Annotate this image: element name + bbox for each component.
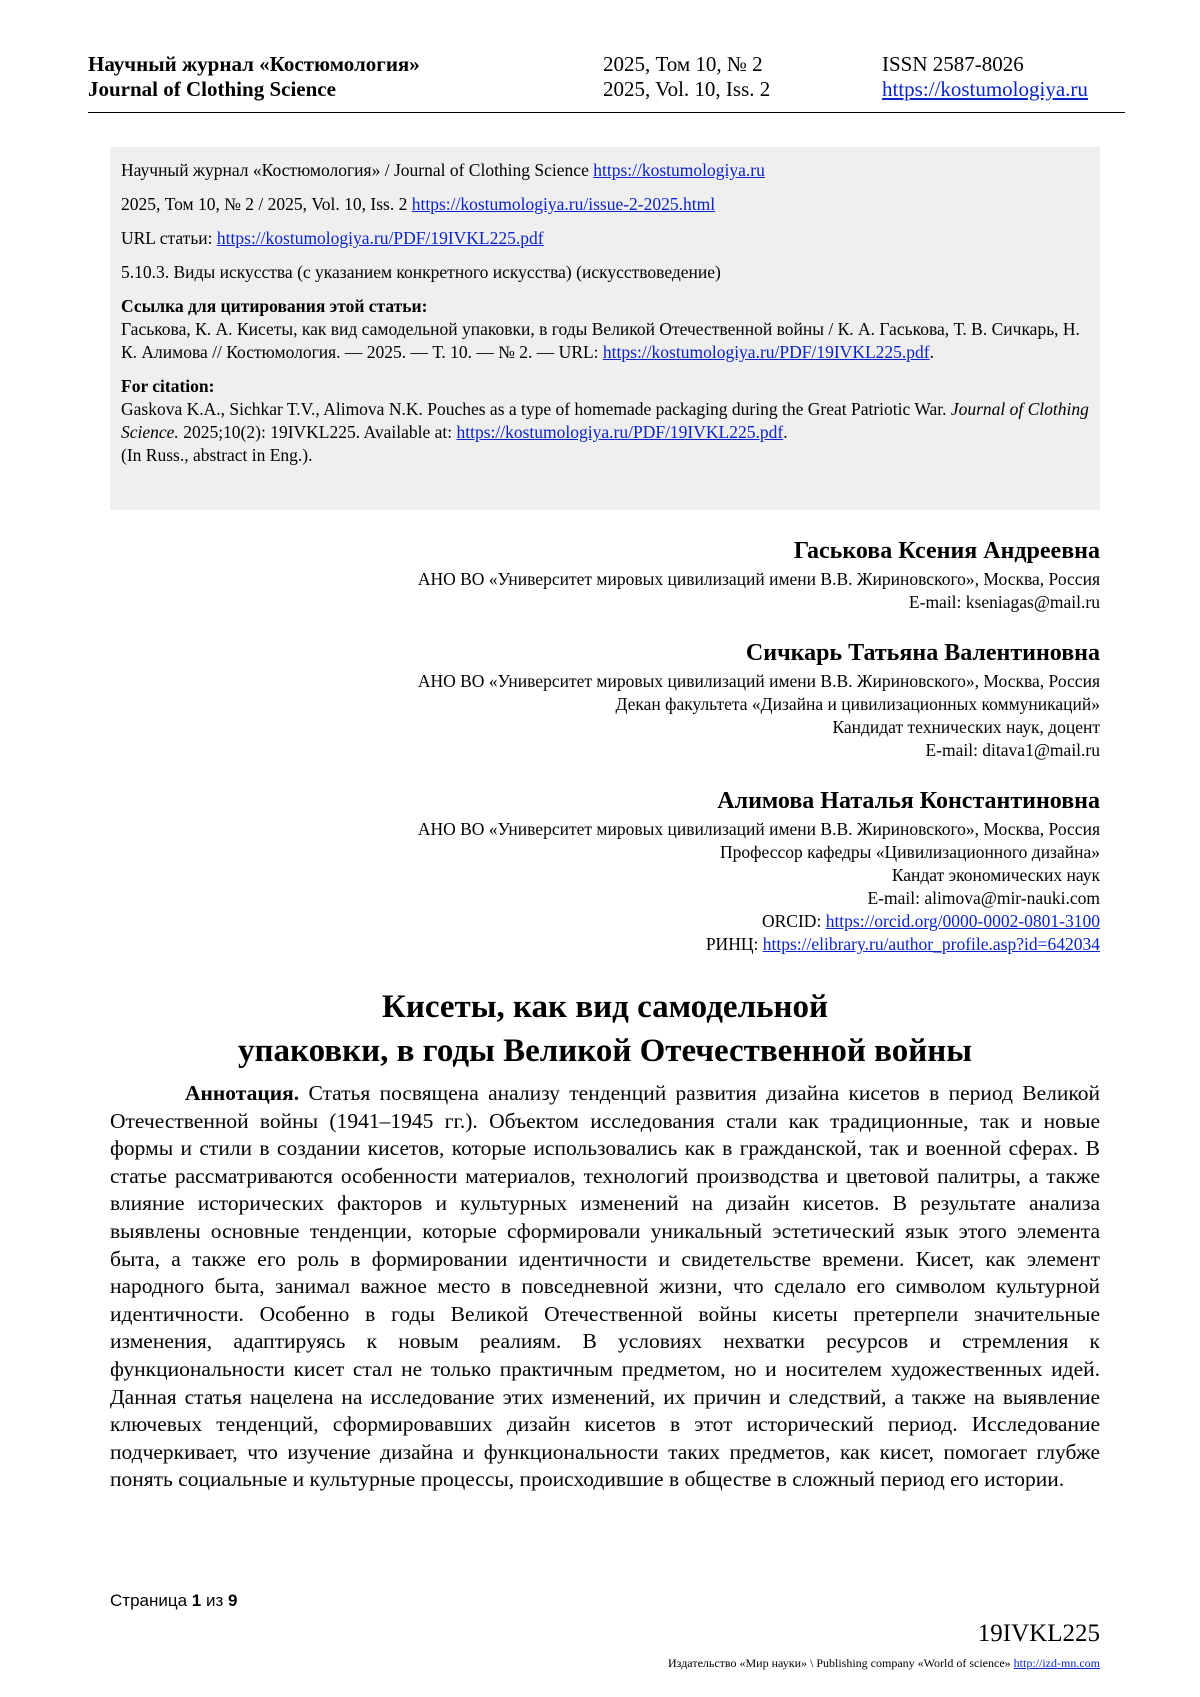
header-divider <box>88 112 1125 113</box>
citation-en-heading: For citation: <box>121 376 215 396</box>
article-title-line-1: Кисеты, как вид самодельной <box>381 989 829 1025</box>
author-block <box>200 536 1100 614</box>
citation-en-text: Gaskova K.A., Sichkar T.V., Alimova N.K. Pouches as a type of homemade packaging during the Great Patriotic War. <box>121 399 951 419</box>
author-block <box>200 638 1100 762</box>
author-email: E-mail: ditava1@mail.ru <box>925 740 1100 760</box>
author-position: Профессор кафедры «Цивилизационного дизайна» <box>720 842 1100 862</box>
info-journal-link[interactable]: https://kostumologiya.ru <box>593 160 765 180</box>
issue-en: 2025, Vol. 10, Iss. 2 <box>603 77 771 101</box>
author-email: E-mail: alimova@mir-nauki.com <box>867 888 1100 908</box>
author-affiliation: АНО ВО «Университет мировых цивилизаций имени В.В. Жириновского», Москва, Россия <box>417 569 1100 589</box>
citation-ru-text: Гаськова, К. А. Кисеты, как вид самодельной упаковки, в годы Великой Отечественной войны / К. А. Гаськова, Т. В. Сичкарь, Н. К. Алимова // Костюмология. — 2025. — Т. 10. — № 2. — URL: <box>121 319 1080 362</box>
authors-section <box>200 536 1100 980</box>
author-rinc: РИНЦ: https://elibrary.ru/author_profile.asp?id=642034 <box>705 934 1100 954</box>
abstract-text: Статья посвящена анализу тенденций развития дизайна кисетов в период Великой Отечественной войны (1941–1945 гг.). Объектом исследования стали как традиционные, так и новые формы и стили в создании кисетов, которые использовались как в гражданской, так и военной сферах. В статье рассматриваются особенности материалов, технологий производства и цветовой палитры, а также влияние исторических факторов и культурных изменений на дизайн кисетов. В результате анализа выявлены основные тенденции, которые сформировали уникальный эстетический язык этого элемента быта, а также его роль в формировании идентичности и свидетельстве времени. Кисет, как элемент народного быта, занимал важное место в повседневной жизни, что сделало его символом культурной идентичности. Особенно в годы Великой Отечественной войны кисеты претерпели значительные изменения, адаптируясь к новым реалиям. В условиях нехватки ресурсов и стремления к функциональности кисет стал не только практичным предметом, но и носителем художественных идей. Данная статья нацелена на исследование этих изменений, их причин и следствий, а также на выявление ключевых тенденций, сформировавших дизайн кисетов в этот исторический период. Исследование подчеркивает, что изучение дизайна и функциональности таких предметов, как кисет, помогает глубже понять социальные и культурные процессы, происходившие в обществе в сложный период его истории. <box>110 1081 1100 1492</box>
publisher-line: Издательство «Мир науки» \ Publishing company «World of science» http://izd-mn.com <box>668 1656 1100 1670</box>
citation-ru-heading: Ссылка для цитирования этой статьи: <box>121 296 428 316</box>
author-block <box>200 786 1100 956</box>
author-name: Сичкарь Татьяна Валентиновна <box>745 640 1100 666</box>
info-issue-link[interactable]: https://kostumologiya.ru/issue-2-2025.html <box>411 194 716 214</box>
author-orcid: ORCID: https://orcid.org/0000-0002-0801-3100 <box>762 911 1100 931</box>
rinc-link[interactable]: https://elibrary.ru/author_profile.asp?id=642034 <box>762 934 1100 954</box>
author-name: Гаськова Ксения Андреевна <box>793 538 1100 564</box>
info-specialty-line: 5.10.3. Виды искусства (с указанием конкретного искусства) (искусствоведение) <box>121 262 721 282</box>
info-url-line: URL статьи: https://kostumologiya.ru/PDF/19IVKL225.pdf <box>121 228 544 248</box>
citation-info-box <box>110 147 1100 510</box>
orcid-link[interactable]: https://orcid.org/0000-0002-0801-3100 <box>825 911 1100 931</box>
abstract-label: Аннотация. <box>185 1081 300 1105</box>
info-article-link[interactable]: https://kostumologiya.ru/PDF/19IVKL225.pdf <box>216 228 544 248</box>
citation-en-language: (In Russ., abstract in Eng.). <box>121 445 313 465</box>
author-email: E-mail: kseniagas@mail.ru <box>908 592 1100 612</box>
info-journal-line: Научный журнал «Костюмология» / Journal of Clothing Science https://kostumologiya.ru <box>121 160 765 180</box>
author-name: Алимова Наталья Константиновна <box>717 788 1100 814</box>
author-degree: Кандат экономических наук <box>891 865 1100 885</box>
page-total: 9 <box>228 1591 238 1610</box>
author-affiliation: АНО ВО «Университет мировых цивилизаций имени В.В. Жириновского», Москва, Россия <box>417 671 1100 691</box>
page-indicator: Страница 1 из 9 <box>110 1591 238 1610</box>
citation-en-link[interactable]: https://kostumologiya.ru/PDF/19IVKL225.pdf <box>456 422 784 442</box>
issue-info <box>603 52 770 102</box>
author-position: Декан факультета «Дизайна и цивилизационных коммуникаций» <box>615 694 1100 714</box>
citation-ru: Ссылка для цитирования этой статьи: Гаськова, К. А. Кисеты, как вид самодельной упаковки, в годы Великой Отечественной войны / К. А. Гаськова, Т. В. Сичкарь, Н. К. Алимова // Костюмология. — 2025. — Т. 10. — № 2. — URL: https://kostumologiya.ru/PDF/19IVKL225.pdf. <box>121 296 1080 362</box>
issn-info <box>882 52 1088 102</box>
citation-ru-link[interactable]: https://kostumologiya.ru/PDF/19IVKL225.pdf <box>602 342 930 362</box>
author-affiliation: АНО ВО «Университет мировых цивилизаций имени В.В. Жириновского», Москва, Россия <box>417 819 1100 839</box>
abstract <box>110 1080 1100 1494</box>
info-issue-line: 2025, Том 10, № 2 / 2025, Vol. 10, Iss. 2 https://kostumologiya.ru/issue-2-2025.html <box>121 194 716 214</box>
author-degree: Кандидат технических наук, доцент <box>832 717 1100 737</box>
page-current: 1 <box>191 1591 202 1610</box>
journal-site-link[interactable]: https://kostumologiya.ru <box>882 77 1088 101</box>
publisher-link[interactable]: http://izd-mn.com <box>1013 1656 1100 1670</box>
article-code: 19IVKL225 <box>977 1620 1100 1647</box>
issn: ISSN 2587-8026 <box>882 52 1024 76</box>
article-title-line-2: упаковки, в годы Великой Отечественной войны <box>237 1033 972 1069</box>
issue-ru: 2025, Том 10, № 2 <box>603 52 763 76</box>
journal-name-en: Journal of Clothing Science <box>88 77 336 101</box>
citation-en-journal: Journal of Clothing Science. <box>121 399 1089 442</box>
journal-name-ru: Научный журнал «Костюмология» <box>88 52 420 76</box>
citation-en: For citation: Gaskova K.A., Sichkar T.V., Alimova N.K. Pouches as a type of homemade packaging during the Great Patriotic War. Journal of Clothing Science. 2025;10(2): 19IVKL225. Available at: https://kostumologiya.ru/PDF/19IVKL225.pdf. (In Russ., abstract in Eng.). <box>121 376 1089 465</box>
article-title <box>110 985 1100 1073</box>
journal-name <box>88 52 420 102</box>
